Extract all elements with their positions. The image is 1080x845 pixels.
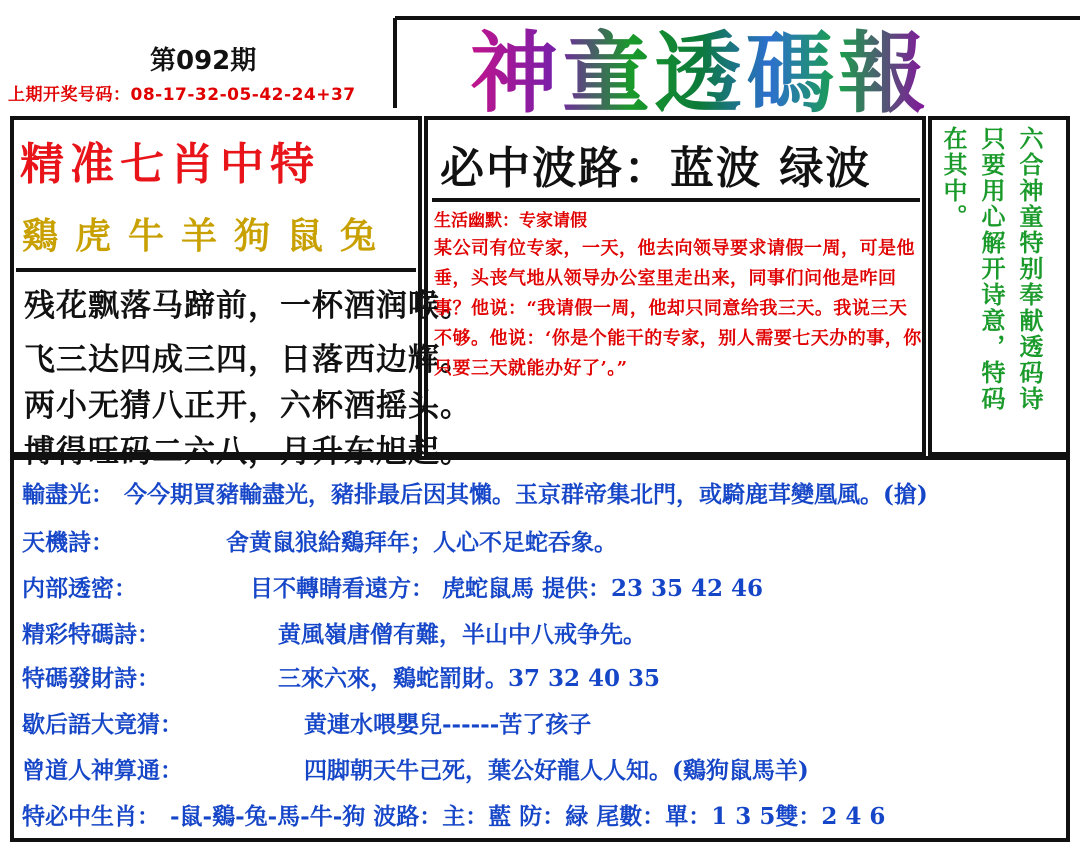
row-label: 精彩特碼詩： [22,621,160,648]
row-label: 内部透密： [22,575,137,602]
poem-line: 博得旺码二六八，月升东旭起。 [24,434,472,470]
wave-title: 必中波路：蓝波 绿波 [440,143,872,194]
poem-line: 飞三达四成三四，日落西边辉。 [24,342,472,378]
right-column-3: 在其中。 [939,126,967,230]
story-heading: 生活幽默：专家请假 [434,211,587,231]
row-label: 天機詩： [22,529,114,556]
header-divider [393,18,397,108]
row-value: 黄風嶺唐僧有難，半山中八戒争先。 [278,621,646,648]
poem-line: 两小无猜八正开，六杯酒摇头。 [24,388,472,424]
left-panel-title: 精准七肖中特 [20,139,320,190]
row-value: 三來六來，鷄蛇罰財。37 32 40 35 [278,665,661,692]
issue-number: 第092期 [150,46,257,76]
left-divider [16,268,416,272]
row-value: 今今期買豬輸盡光，豬排最后因其懶。玉京群帝集北門，或騎鹿茸變凰風。(搶) [124,481,928,508]
row-label: 特碼發財詩： [22,665,160,692]
row-value: 目不轉睛看遠方： 虎蛇鼠馬 提供：23 35 42 46 [250,575,764,602]
row-value: 黄連水喂嬰兒------苦了孩子 [304,711,592,738]
right-column-2: 只要用心解开诗意，特码 [977,126,1005,412]
row-label: 曾道人神算通： [22,757,183,784]
row-value: 舍黄鼠狼給鷄拜年；人心不足蛇吞象。 [226,529,617,556]
row-label: 輸盡光： [22,481,114,508]
poem-line: 残花飘落马蹄前，一杯酒润喉。 [24,288,472,324]
row-label: 歇后語大竟猜： [22,711,183,738]
last-draw-numbers: 上期开奖号码：08-17-32-05-42-24+37 [8,85,356,105]
row-value: -鼠-鷄-兔-馬-牛-狗 波路：主：藍 防：緑 尾數：單：1 3 5雙：2 4 6 [170,803,886,830]
newspaper-title: 神童透碼報 [470,4,930,130]
row-label: 特必中生肖： [22,803,160,830]
zodiac-picks: 鷄虎牛羊狗鼠兔 [22,216,394,257]
right-column-1: 六合神童特别奉献透码诗 [1015,126,1043,412]
story-text: 某公司有位专家，一天，他去向领导要求请假一周，可是他垂，头丧气地从领导办公室里走出来，同事们问他是咋回事？他说：“我请假一周，他却只同意给我三天。我说三天不够。他说：‘你是个能干的专家，别人需要七天办的事，你只要三天就能办好了’。” [434,238,922,379]
middle-divider [432,198,920,202]
row-value: 四脚朝天牛己死，葉公好龍人人知。(鷄狗鼠馬羊) [304,757,809,784]
